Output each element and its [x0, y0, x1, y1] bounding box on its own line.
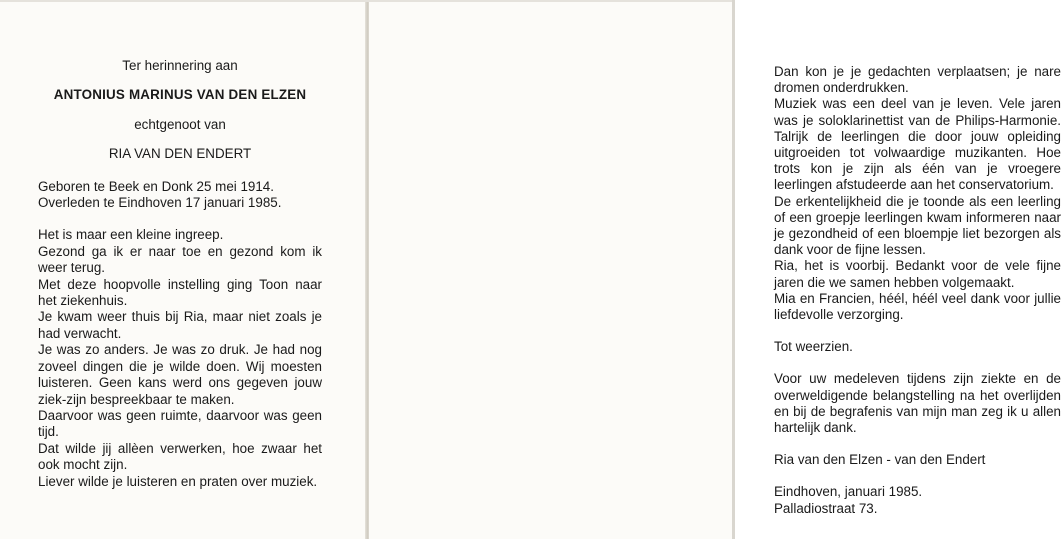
card-top-edge [0, 0, 735, 2]
deceased-name: ANTONIUS MARINUS VAN DEN ELZEN [53, 87, 307, 103]
left-paragraph: Je was zo anders. Je was zo druk. Je had nog zoveel dingen die je wilde doen. Wij moesten luisteren. Geen kans werd ons gegeven jouw ziek-zijn bespreekbaar te maken. [38, 342, 322, 407]
left-paragraph: Gezond ga ik er naar toe en gezond kom ik weer terug. [38, 243, 322, 276]
left-page-text [38, 58, 322, 490]
left-paragraph: Liever wilde je luisteren en praten over muziek. [38, 473, 318, 489]
death-line: Overleden te Eindhoven 17 januari 1985. [38, 195, 282, 211]
address-line: Palladiostraat 73. [774, 500, 878, 516]
signature-line: Ria van den Elzen - van den Endert [774, 452, 986, 468]
card-right-edge [732, 0, 735, 539]
thanks-paragraph: Voor uw medeleven tijdens zijn ziekte en de overweldigende belangstelling na het overlijden en bij de begrafenis van mijn man zeg ik u allen hartelijk dank. [774, 371, 1061, 436]
left-paragraphs [38, 227, 322, 490]
left-paragraph: Je kwam weer thuis bij Ria, maar niet zoals je had verwacht. [38, 309, 322, 341]
left-paragraph: Dat wilde jij allèen verwerken, hoe zwaar het ook mocht zijn. [38, 440, 322, 473]
intro-line: Ter herinnering aan [122, 58, 238, 73]
right-page [369, 0, 1061, 539]
spouse-name: RIA VAN DEN ENDERT [108, 146, 252, 162]
right-paragraph: Mia en Francien, héél, héél veel dank voor jullie liefdevolle verzorging. [774, 290, 1061, 323]
right-paragraph: Ria, het is voorbij. Bedankt voor de vele fijne jaren die we samen hebben volgemaakt. [774, 258, 1061, 290]
right-paragraph: Muziek was een deel van je leven. Vele jaren was je soloklarinettist van de Philips-Harmonie. Talrijk de leerlingen die door jouw opleiding uitgroeiden tot volwaardige muzikanten. Hoe trots kon je zijn als één van je vroegere leerlingen afstudeerde aan het conservatorium. [774, 96, 1061, 193]
left-paragraph: Met deze hoopvolle instelling ging Toon naar het ziekenhuis. [38, 276, 322, 309]
left-paragraph: Het is maar een kleine ingreep. [38, 227, 224, 243]
left-paragraph: Daarvoor was geen ruimte, daarvoor was geen tijd. [38, 407, 322, 440]
left-page [0, 0, 366, 539]
farewell-line: Tot weerzien. [774, 339, 853, 355]
right-paragraph: De erkentelijkheid die je toonde als een leerling of een groepje leerlingen kwam informeren naar je gezondheid of een bloempje liet bezorgen als dank voor de fijne lessen. [774, 193, 1061, 258]
relation-line: echtgenoot van [134, 116, 226, 132]
right-page-text [774, 64, 1061, 517]
right-paragraph: Dan kon je je gedachten verplaatsen; je nare dromen onderdrukken. [774, 64, 1061, 96]
place-date-line: Eindhoven, januari 1985. [774, 484, 923, 500]
birth-line: Geboren te Beek en Donk 25 mei 1914. [38, 178, 274, 194]
